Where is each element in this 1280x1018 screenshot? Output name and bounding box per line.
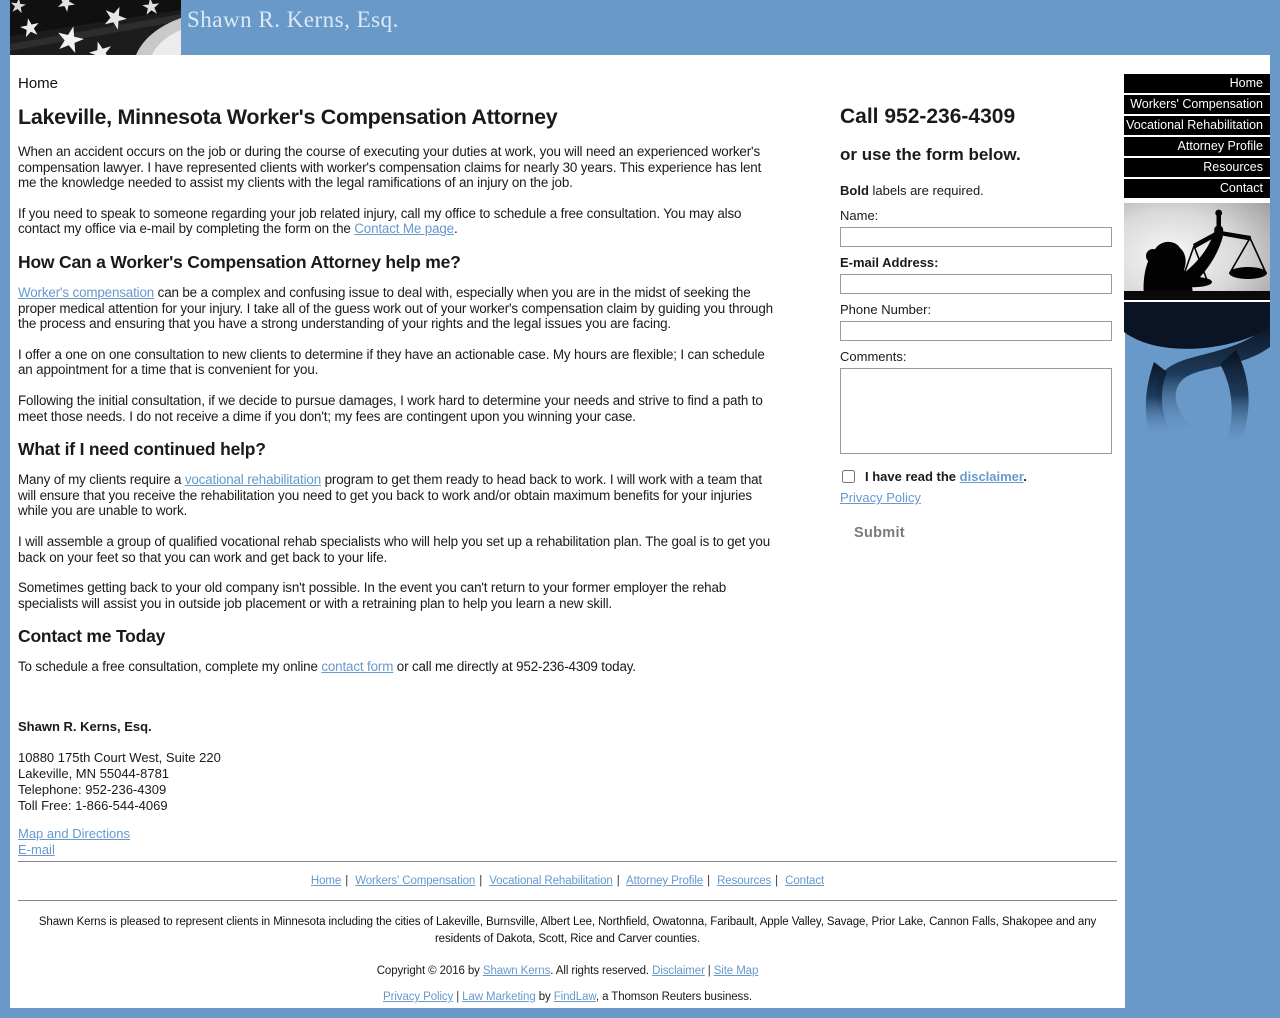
right-sidebar [1124, 55, 1270, 497]
address-line-2: Lakeville, MN 55044-8781 [18, 765, 170, 781]
email-input[interactable] [840, 274, 1112, 294]
toll-free-line: Toll Free: 1-866-544-4069 [18, 797, 168, 813]
phone-line: Telephone: 952-236-4309 [18, 781, 167, 797]
footer-link-contact[interactable]: Contact [785, 875, 825, 887]
privacy-line: Privacy Policy | Law Marketing by FindLaw, a Thomson Reuters business. [383, 991, 752, 1003]
contact-form [840, 105, 1122, 542]
site-title: Shawn R. Kerns, Esq. [187, 7, 399, 32]
ribbon-graphic [1124, 302, 1270, 497]
site-map-link[interactable]: Site Map [713, 965, 759, 977]
main-article [18, 105, 780, 858]
call-phone-heading: Call 952-236-4309 [840, 105, 1016, 128]
comments-label: Comments: [840, 349, 907, 364]
form-subheading: or use the form below. [840, 145, 1021, 164]
name-label: Name: [840, 208, 879, 223]
one-on-one-paragraph: I offer a one on one consultation to new clients to determine if they have an actionable case. My hours are flexible; I can schedule an appointment for a time that is convenient for you. [18, 346, 765, 378]
sidebar-item-home[interactable]: Home [1124, 74, 1270, 93]
schedule-paragraph: To schedule a free consultation, complete my online contact form or call me directly at 952-236-4309 today. [18, 659, 636, 675]
footer-privacy-policy-link[interactable]: Privacy Policy [383, 991, 454, 1003]
footer-nav: Home | Workers' Compensation | Vocational Rehabilitation | Attorney Profile | Resources | Contact [310, 875, 825, 887]
workers-compensation-link[interactable]: Worker's compensation [18, 284, 155, 300]
phone-input[interactable] [840, 321, 1112, 341]
footer-link-resources[interactable]: Resources [717, 875, 772, 887]
section-heading-continued-help: What if I need continued help? [18, 439, 266, 460]
contact-form-link[interactable]: contact form [321, 659, 394, 675]
attorney-name: Shawn R. Kerns, Esq. [18, 718, 152, 734]
copyright-line: Copyright © 2016 by Shawn Kerns. All rights reserved. Disclaimer | Site Map [376, 965, 759, 977]
sidebar-item-resources[interactable]: Resources [1124, 158, 1270, 177]
page-footer [18, 861, 1117, 1003]
section-heading-help: How Can a Worker's Compensation Attorney help me? [18, 251, 461, 272]
comments-textarea[interactable] [840, 368, 1112, 454]
disclaimer-link[interactable]: disclaimer [959, 469, 1024, 484]
footer-disclaimer-link[interactable]: Disclaimer [652, 965, 705, 977]
vocational-rehabilitation-link[interactable]: vocational rehabilitation [184, 472, 322, 488]
law-marketing-link[interactable]: Law Marketing [462, 991, 536, 1003]
vocational-rehab-paragraph: Many of my clients require a vocational rehabilitation program to get them ready to head back to work. I will work with a team that will ensure that you receive the rehabilitation you need to get you back to work and/or obtain maximum benefits for your injuries while you are unable to work. [18, 472, 762, 519]
footer-link-vocational-rehabilitation[interactable]: Vocational Rehabilitation [489, 875, 613, 887]
page-header [0, 0, 1280, 55]
submit-button[interactable]: Submit [854, 525, 905, 541]
rehab-plan-paragraph: I will assemble a group of qualified vocational rehab specialists who will help you set up a rehabilitation plan. The goal is to get you back on your feet so that you can work and get back to your life. [18, 533, 771, 565]
privacy-policy-link[interactable]: Privacy Policy [840, 490, 921, 505]
contingent-fees-paragraph: Following the initial consultation, if we decide to pursue damages, I work hard to determine your needs and strive to find a path to meet those needs. I do not receive a dime if you don't; my fees are contingent upon you winning your case. [18, 392, 763, 424]
email-label: E-mail Address: [840, 255, 939, 270]
email-link[interactable]: E-mail [18, 841, 55, 857]
footer-link-workers-compensation[interactable]: Workers' Compensation [355, 875, 476, 887]
sidebar-item-vocational-rehabilitation[interactable]: Vocational Rehabilitation [1124, 116, 1270, 135]
page-title: Lakeville, Minnesota Worker's Compensation Attorney [18, 105, 558, 129]
intro-paragraph: When an accident occurs on the job or during the course of executing your duties at work, you will need an experienced worker's compensation lawyer. I have represented clients with worker's compensation claims for nearly 30 years. This experience has lent me the knowledge needed to assist my clients with the legal ramifications of an injury on the job. [18, 144, 762, 191]
contact-me-page-link[interactable]: Contact Me page [354, 221, 454, 237]
breadcrumb: Home [18, 75, 59, 92]
workers-comp-paragraph: Worker's compensation can be a complex and confusing issue to deal with, especially when you are in the midst of seeking the proper medical attention for your injury. I take all of the guess work out of your worker's compensation claim by guiding you through the process and ensuring that you have a strong understanding of your rights and the legal issues you are facing. [18, 284, 773, 332]
required-note: Bold labels are required. [840, 183, 984, 198]
footer-divider-bottom [18, 900, 1117, 901]
scales-of-justice-image [1124, 203, 1270, 300]
copyright-owner-link[interactable]: Shawn Kerns [482, 965, 551, 977]
contact-info-block [18, 719, 780, 858]
sidebar-item-contact[interactable]: Contact [1124, 179, 1270, 198]
retraining-paragraph: Sometimes getting back to your old company isn't possible. In the event you can't return to your former employer the rehab specialists will assist you in outside job placement or with a retraining plan to help you learn a new skill. [18, 580, 727, 611]
address-line-1: 10880 175th Court West, Suite 220 [18, 749, 221, 765]
sidebar-item-attorney-profile[interactable]: Attorney Profile [1124, 137, 1270, 156]
consultation-paragraph: If you need to speak to someone regarding your job related injury, call my office to schedule a free consultation. You may also contact my office via e-mail by completing the form on the Contact Me page. [18, 205, 742, 237]
map-and-directions-link[interactable]: Map and Directions [18, 825, 130, 841]
sidebar-item-workers-compensation[interactable]: Workers' Compensation [1124, 95, 1270, 114]
footer-link-home[interactable]: Home [310, 875, 342, 887]
service-area-text: Shawn Kerns is pleased to represent clients in Minnesota including the cities of Lakeville, Burnsville, Albert Lee, Northfield, Owatonna, Faribault, Apple Valley, Savage, Prior Lake, Cannon Falls, Shakopee and any residents of Dakota, Scott, Rice and Carver counties. [38, 916, 1097, 945]
disclaimer-checkbox[interactable] [842, 470, 855, 483]
findlaw-link[interactable]: FindLaw [553, 991, 596, 1003]
sidebar-panel [1124, 55, 1270, 302]
american-flag-image [10, 0, 181, 55]
disclaimer-checkbox-row: I have read the disclaimer. [840, 469, 1122, 484]
footer-link-attorney-profile[interactable]: Attorney Profile [626, 875, 704, 887]
footer-divider-top [18, 861, 1117, 862]
content-area [10, 55, 1125, 1008]
name-input[interactable] [840, 227, 1112, 247]
phone-label: Phone Number: [840, 302, 932, 317]
section-heading-contact: Contact me Today [18, 626, 166, 647]
